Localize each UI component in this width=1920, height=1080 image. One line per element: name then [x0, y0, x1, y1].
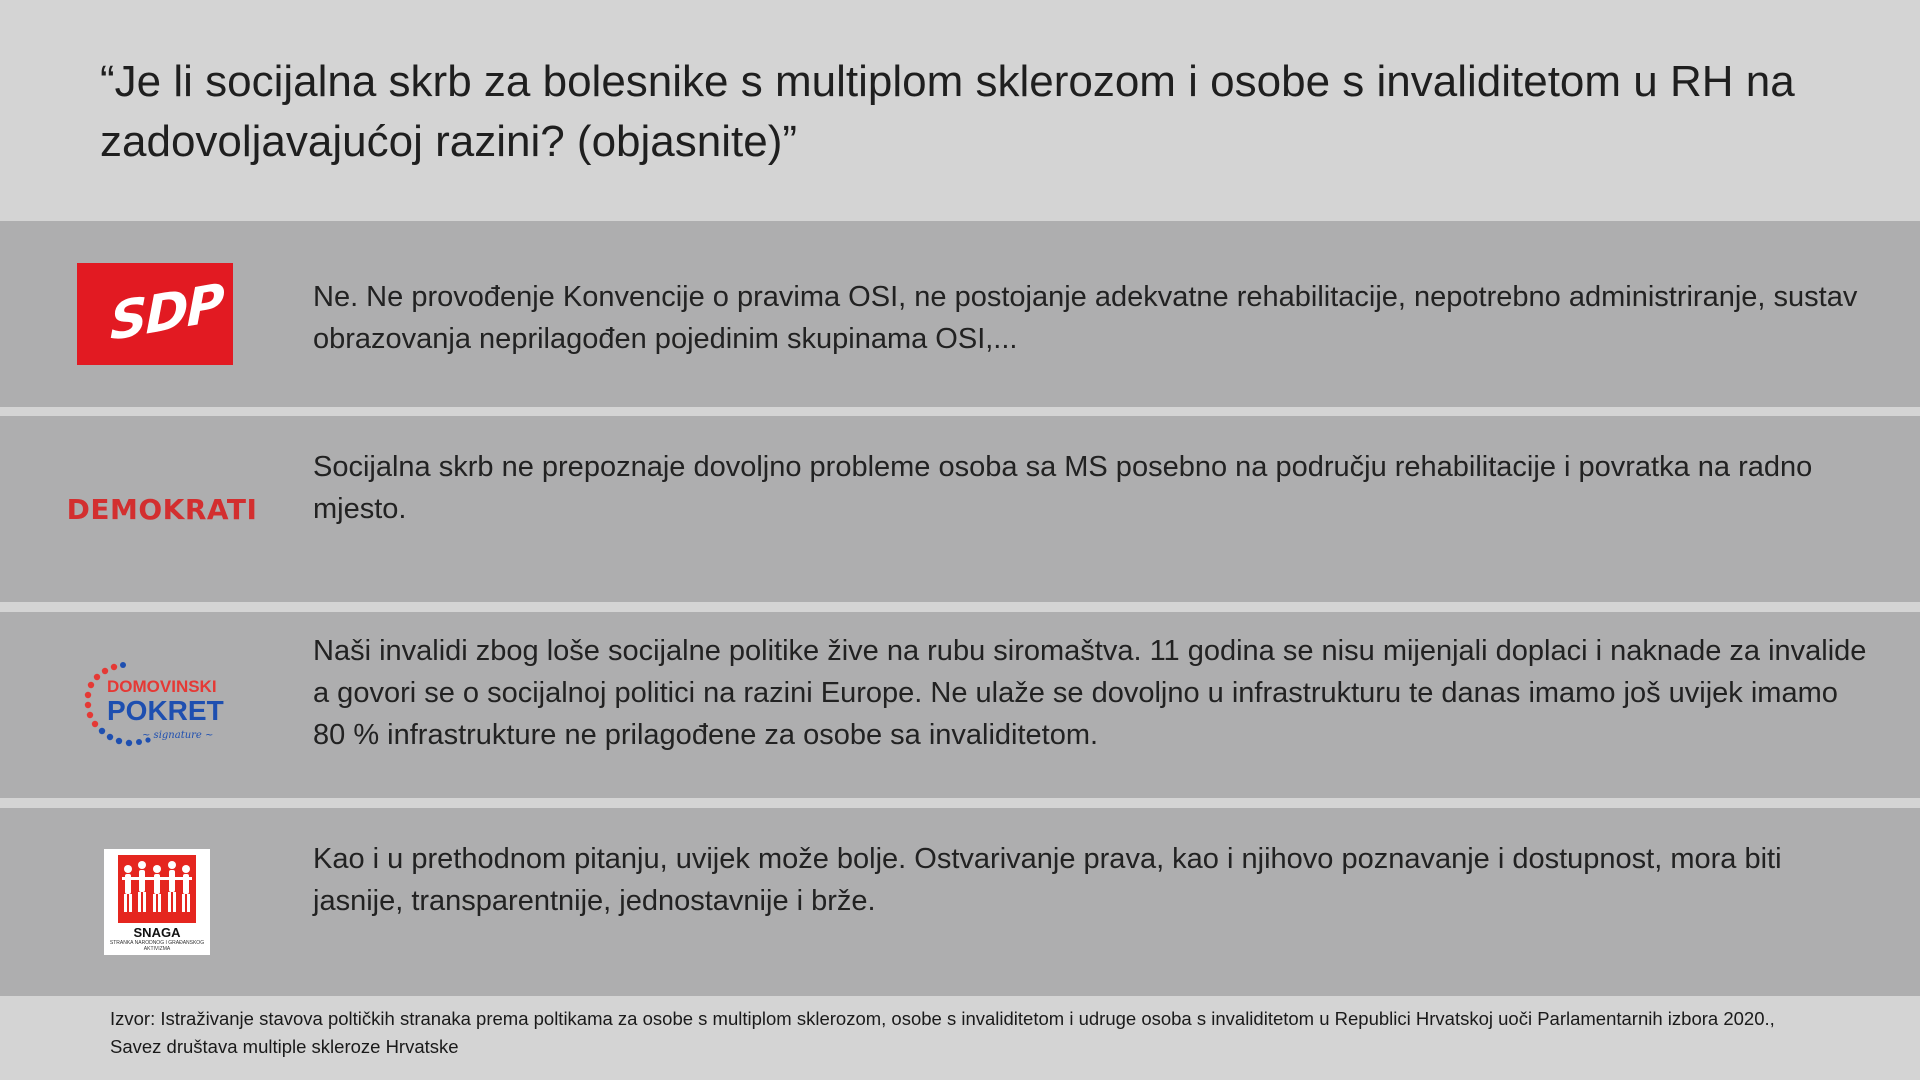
sdp-logo — [77, 263, 233, 365]
demokrati-answer: Socijalna skrb ne prepoznaje dovoljno probleme osoba sa MS posebno na području rehabilitacije i povratka na radno mjesto. — [313, 451, 1813, 525]
people-figures-icon — [118, 855, 196, 923]
snaga-logo-container — [0, 808, 310, 996]
signature-icon: ~ signature ~ — [142, 730, 214, 741]
party-row-domovinski-pokret — [0, 612, 1920, 798]
sdp-logo-text: SDP — [110, 273, 223, 353]
domovinski-pokret-logo-container — [0, 612, 310, 798]
demokrati-logo: DEMOKRATI — [66, 492, 258, 526]
sdp-answer: Ne. Ne provođenje Konvencije o pravima OSI, ne postojanje adekvatne rehabilitacije, nepotrebno administriranje, sustav obrazovanja neprilagođen pojedinim skupinama OSI,... — [313, 281, 1858, 355]
domovinski-word: DOMOVINSKI — [107, 677, 217, 696]
sdp-logo-container — [0, 221, 310, 407]
source-footnote: Izvor: Istraživanje stavova poltičkih stranaka prema poltikama za osobe s multiplom sklerozom, osobe s invaliditetom i udruge osoba s invaliditetom u Republici Hrvatskoj uoči Parlamentarnih izbora 2020., Savez društava multiple skleroze Hrvatske — [110, 1008, 1775, 1057]
snaga-answer: Kao i u prethodnom pitanju, uvijek može bolje. Ostvarivanje prava, kao i njihovo poznavanje i dostupnost, mora biti jasnije, transparentnije, jednostavnije i brže. — [313, 843, 1782, 917]
party-row-demokrati — [0, 416, 1920, 602]
pokret-word: POKRET — [107, 695, 224, 726]
domovinski-pokret-answer: Naši invalidi zbog loše socijalne politike žive na rubu siromaštva. 11 godina se nisu mijenjali doplaci i naknade za invalide a govori se o socijalnoj politici na razini Europe. Ne ulaže se dovoljno u infrastrukturu te danas imamo još uvijek imamo 80 % infrastrukture ne prilagođene za osobe sa invaliditetom. — [313, 635, 1867, 751]
party-row-sdp — [0, 221, 1920, 407]
party-row-snaga — [0, 808, 1920, 996]
demokrati-logo-container — [0, 416, 310, 602]
page-title: “Je li socijalna skrb za bolesnike s multiplom sklerozom i osobe s invaliditetom u RH na zadovoljavajućoj razini? (objasnite)” — [100, 57, 1795, 166]
domovinski-pokret-logo — [74, 655, 244, 755]
snaga-logo — [104, 849, 210, 955]
snaga-subtitle: STRANKA NARODNOG I GRAĐANSKOG AKTIVIZMA — [109, 940, 205, 952]
snaga-red-square — [118, 855, 196, 923]
snaga-name: SNAGA — [133, 925, 181, 940]
